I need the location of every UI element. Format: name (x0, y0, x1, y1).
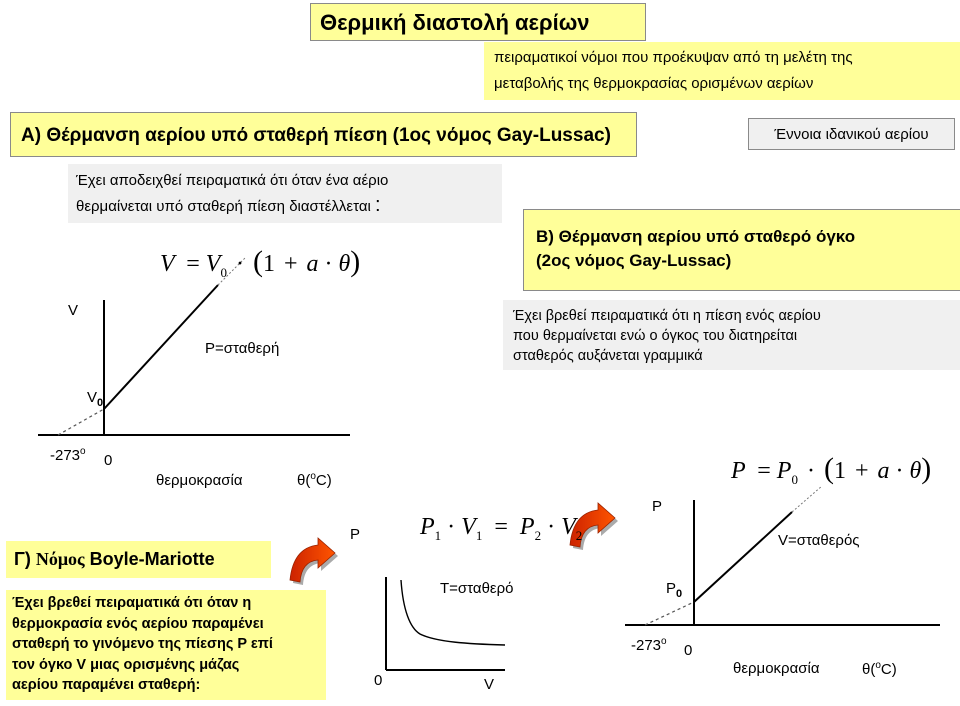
formula-subscript: 1 (475, 527, 483, 543)
section-g-desc-line: τον όγκο V μιας ορισμένης μάζας (12, 656, 240, 673)
graph-a-y0-label (87, 389, 103, 409)
formula-symbol: + (283, 251, 298, 277)
section-g-formula (420, 514, 582, 544)
formula-symbol: = (186, 251, 200, 277)
graph-b-extrapolation (645, 602, 694, 625)
section-b-desc-line-2: που θερμαίνεται ενώ ο όγκος του διατηρείται (513, 328, 798, 344)
formula-symbol: · (806, 458, 815, 484)
page-title: Θερμική διαστολή αερίων (310, 3, 646, 41)
graph-b-x-neg-value: -273 (631, 637, 662, 654)
section-g-heading-rest: Boyle-Mariotte (89, 549, 215, 569)
graph-g-curve-label: T=σταθερό (440, 580, 514, 597)
graph-b-y0-symbol: P (666, 580, 677, 597)
graph-a-x-zero-label: 0 (104, 452, 113, 469)
formula-symbol: + (854, 458, 869, 484)
section-g-desc-line: Έχει βρεθεί πειραματικά ότι όταν η (12, 595, 252, 611)
section-a-formula (160, 245, 360, 281)
graph-b-x-neg-sup: ο (661, 636, 667, 647)
formula-symbol: · (235, 251, 244, 277)
formula-symbol: V (205, 251, 221, 277)
formula-symbol: P (420, 514, 435, 540)
formula-subscript: 0 (791, 471, 798, 487)
graph-b-x-unit-sup: ο (875, 660, 881, 671)
graph-b-x-unit-label (862, 660, 897, 678)
graph-a-x-unit-sup: ο (310, 471, 316, 482)
graph-a-extrapolation (58, 409, 104, 435)
section-a-heading: Α) Θέρμανση αερίου υπό σταθερή πίεση (1ος νόμος Gay-Lussac) (10, 112, 637, 157)
formula-symbol: P (519, 514, 535, 540)
graph-a-line-label: P=σταθερή (205, 340, 280, 357)
section-a-desc-line-2-text: θερμαίνεται υπό σταθερή πίεση διαστέλλεται (76, 198, 371, 215)
formula-symbol: a (877, 458, 890, 484)
graph-b-y0-label (666, 580, 682, 600)
formula-symbol: ) (921, 452, 932, 485)
formula-symbol: ) (350, 245, 361, 278)
formula-symbol: ( (823, 452, 834, 485)
graph-b-x-zero-label: 0 (684, 642, 693, 659)
formula-symbol: · (547, 514, 556, 540)
graph-a-x-unit-pre: θ( (297, 472, 311, 489)
section-g-desc-line: σταθερή το γινόμενο της πίεσης P επί (12, 636, 273, 652)
formula-subscript: 0 (220, 264, 227, 280)
formula-symbol: V (160, 251, 175, 277)
formula-symbol: P (731, 458, 746, 484)
formula-symbol: 1 (262, 251, 275, 277)
graph-b-line (694, 512, 792, 602)
formula-subscript: 2 (534, 527, 542, 543)
formula-symbol: · (324, 251, 333, 277)
graph-a-y0-sub: 0 (97, 397, 104, 409)
ideal-gas-label: Έννοια ιδανικού αερίου (748, 118, 955, 150)
graph-b-x-unit-pre: θ( (862, 661, 876, 678)
formula-symbol: P (776, 458, 792, 484)
graph-g-y-axis-label: P (350, 526, 361, 543)
section-g-desc-line: αερίου παραμένει σταθερή: (12, 677, 201, 693)
formula-symbol: V (461, 514, 476, 540)
formula-symbol: · (447, 514, 456, 540)
graph-a-line (104, 285, 218, 409)
section-b-heading-line-2: (2ος νόμος Gay-Lussac) (536, 251, 732, 270)
graph-b-x-neg-label (631, 636, 667, 654)
curved-arrow-icon (290, 538, 338, 585)
graph-a-x-axis-label: θερμοκρασία (156, 472, 243, 489)
section-a-desc-colon: : (375, 194, 381, 216)
formula-symbol: 1 (833, 458, 846, 484)
graph-a-x-unit-label (297, 471, 332, 489)
graph-a-y-axis-label: V (68, 302, 79, 319)
section-b-heading-line-1: Β) Θέρμανση αερίου υπό σταθερό όγκο (536, 227, 856, 246)
section-b-desc-line-1: Έχει βρεθεί πειραματικά ότι η πίεση ενός αερίου (513, 308, 821, 324)
formula-subscript: 1 (434, 527, 442, 543)
graph-a-y0-symbol: V (87, 389, 98, 406)
formula-symbol: · (895, 458, 904, 484)
section-g-heading-prefix: Γ) (14, 549, 31, 569)
graph-b-line-label: V=σταθερός (778, 532, 860, 549)
graph-b-y-axis-label: P (652, 498, 663, 515)
formula-symbol: ( (252, 245, 263, 278)
graph-g-x-axis-label: V (484, 676, 495, 693)
formula-subscript: 2 (575, 527, 583, 543)
graph-b-line-tail (792, 486, 822, 512)
graph-b-x-unit-post: C) (880, 661, 897, 678)
formula-symbol: a (306, 251, 319, 277)
subtitle-line-1: πειραματικοί νόμοι που προέκυψαν από τη μελέτη της (494, 49, 853, 66)
graph-b-y0-sub: 0 (676, 588, 683, 600)
section-g-heading-serif: Νόμος (35, 549, 85, 569)
section-a-desc-line-1: Έχει αποδειχθεί πειραματικά ότι όταν ένα αέριο (76, 172, 389, 189)
graph-a-x-neg-label (50, 446, 86, 464)
formula-symbol: θ (909, 458, 922, 484)
graph-b-x-axis-label: θερμοκρασία (733, 660, 820, 677)
formula-symbol: θ (338, 251, 351, 277)
graph-a-x-unit-post: C) (315, 472, 332, 489)
subtitle-line-2: μεταβολής της θερμοκρασίας ορισμένων αερίων (494, 75, 814, 92)
graph-a-x-neg-sup: ο (80, 446, 86, 457)
formula-symbol: = (757, 458, 771, 484)
formula-symbol: V (561, 514, 576, 540)
formula-symbol: = (494, 514, 508, 540)
section-b-formula (731, 452, 931, 488)
graph-g-x-zero-label: 0 (374, 672, 383, 689)
graph-a-x-neg-value: -273 (50, 447, 81, 464)
section-b-desc-line-3: σταθερός αυξάνεται γραμμικά (513, 348, 703, 364)
section-g-desc-line: θερμοκρασία ενός αερίου παραμένει (12, 615, 264, 632)
